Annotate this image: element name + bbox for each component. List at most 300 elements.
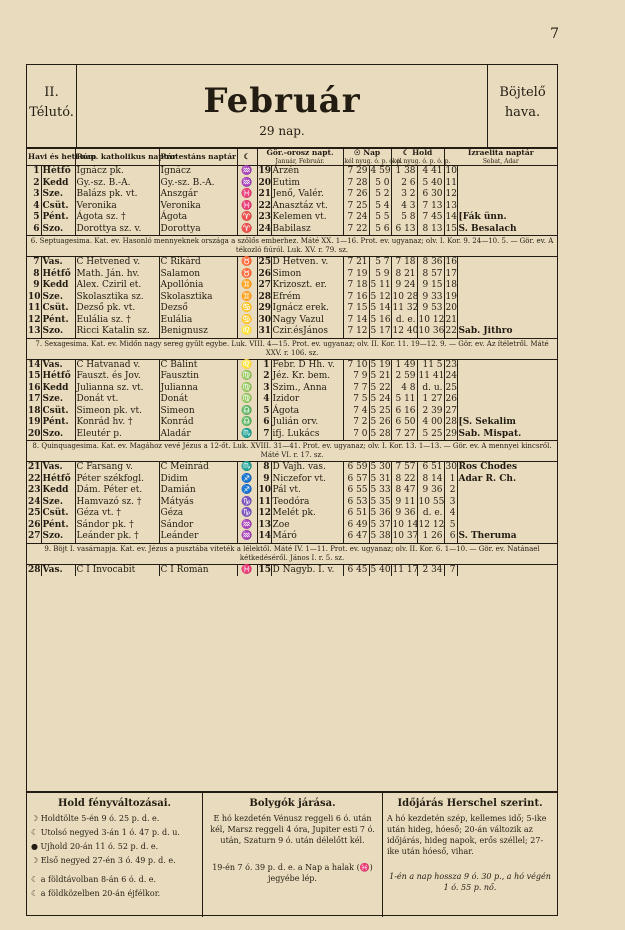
jewish-note: Sab. Mispat. (458, 428, 522, 439)
sunrise: 7 24 (343, 212, 369, 224)
day-row (27, 485, 557, 497)
jewish-note (457, 201, 557, 213)
moon-apsis-line: ☾ a földközelben 20-án éjfélkor. (31, 889, 161, 898)
moonrise: 10 14 (392, 519, 419, 530)
orthodox-day: 8 (257, 462, 271, 474)
month-title: Február (203, 81, 361, 121)
jewish-day: 2 (444, 485, 457, 497)
jewish-day: 5 (444, 520, 457, 532)
protestant-name: Salamon (159, 269, 237, 281)
orthodox-name: ifj. Lukács (271, 429, 343, 441)
moon-phases-title: Hold fényváltozásai. (57, 798, 172, 809)
day-row (27, 520, 557, 532)
jewish-day: 18 (445, 280, 457, 291)
weekday: Sze. (41, 189, 75, 201)
protestant-name: Apollónia (159, 280, 237, 292)
sunset: 5 2 (369, 189, 391, 201)
orthodox-name: D Hetven. v. (271, 257, 343, 269)
moonset: 8 36 (417, 257, 444, 269)
catholic-name: Sándor pk. † (75, 520, 159, 532)
month-header (27, 65, 557, 149)
jewish-day: 30 (445, 462, 457, 473)
day-row (27, 280, 557, 292)
weekday: Szo. (41, 429, 75, 441)
planets-text: E hó kezdetén Vénusz reggeli 6 ó. után kél, Marsz reggeli 4 óra, Jupiter esti 7 ó. után, Szaturn 9 ó. után délelőtt kél. (210, 814, 375, 845)
catholic-name: C Hetvened v. (75, 257, 159, 269)
moonrise: 8 22 (391, 474, 417, 486)
moonrise: 1 49 (391, 359, 417, 371)
day-row (27, 212, 557, 224)
sunset: 5 17 (370, 326, 391, 337)
column-header-row (27, 147, 557, 166)
moonrise: 5 8 (391, 212, 417, 224)
header-jewish: Izraelita naptár Sebat, Adar (444, 147, 557, 166)
day-number: 6 (27, 224, 41, 236)
jewish-day: 6 (444, 531, 457, 543)
jewish-note (457, 269, 557, 281)
moonrise: 6 13 (391, 224, 417, 236)
day-number: 15 (28, 371, 41, 382)
weekday: Szo. (41, 531, 75, 543)
catholic-name: Ignácz pk. (75, 166, 159, 178)
day-number: 26 (28, 519, 41, 530)
header-zodiac: ☾ (237, 147, 257, 166)
jewish-note (457, 359, 557, 371)
day-row (27, 394, 557, 406)
weekday: Kedd (41, 383, 75, 395)
jewish-note (457, 564, 557, 576)
moonrise: 3 2 (391, 189, 417, 201)
sunrise: 7 15 (343, 303, 369, 315)
moonset: 9 33 (417, 292, 444, 304)
day-number: 16 (28, 382, 41, 393)
day-row (27, 224, 557, 236)
zodiac-sign: ♍ (237, 394, 257, 406)
jewish-day: 11 (445, 177, 457, 188)
sunrise: 7 9 (343, 371, 369, 383)
sunset: 5 9 (369, 269, 391, 281)
jewish-note (457, 508, 557, 520)
orthodox-day: 11 (258, 496, 272, 507)
moonrise: 8 47 (391, 485, 417, 497)
jewish-day: 25 (445, 382, 457, 393)
orthodox-day: 23 (258, 212, 272, 223)
catholic-name: Fauszt. és Jov. (75, 371, 159, 383)
day-row (27, 326, 557, 338)
sunset: 5 33 (370, 485, 391, 496)
protestant-name: C Rikárd (159, 257, 237, 269)
weekday: Vas. (41, 257, 75, 269)
weather-title: Időjárás Herschel szerint. (397, 798, 543, 809)
gospel-note: 7. Sexagesima. Kat. ev. Midőn nagy sereg gyűlt egybe. Luk. VIII. 4—15. Prot. ev. ugyanaz; olv. II. Kor. 11. 19—12. 9. — Gör. ev. Az ítéletről. Máté XXV. r. 106. sz. (27, 338, 557, 359)
moonset: 11 5 (417, 359, 444, 371)
weekday: Sze. (41, 497, 75, 509)
day-number: 28 (28, 564, 41, 575)
day-number: 12 (28, 314, 41, 325)
jewish-note: [S. Sekalim (458, 417, 516, 428)
calendar-frame (26, 64, 558, 916)
moonset: 10 36 (418, 326, 445, 337)
zodiac-sign: ♊ (237, 292, 257, 304)
orthodox-day: 4 (257, 394, 271, 406)
sunset: 5 4 (369, 201, 391, 213)
day-number: 19 (28, 417, 41, 428)
jewish-day: 7 (444, 564, 457, 576)
sunset: 5 30 (370, 462, 391, 473)
orthodox-name: Jéz. Kr. bem. (271, 371, 343, 383)
day-row (27, 178, 557, 190)
catholic-name: Eulália sz. † (75, 315, 159, 327)
sunset: 5 31 (370, 473, 391, 484)
sunrise: 6 53 (343, 497, 369, 509)
weekday: Sze. (41, 292, 75, 304)
jewish-day: 1 (444, 474, 457, 486)
sunset: 5 11 (370, 280, 391, 291)
catholic-name: Géza vt. † (75, 508, 159, 520)
moonrise: 12 40 (392, 326, 419, 337)
sunset: 5 6 (369, 224, 391, 236)
weekday: Vas. (41, 462, 75, 474)
moonrise: 11 17 (392, 564, 419, 575)
moonset: 9 15 (417, 280, 444, 292)
jewish-day: 10 (445, 166, 457, 177)
orthodox-name: Niczefor vt. (271, 474, 343, 486)
weekday: Kedd (41, 280, 75, 292)
jewish-day: 21 (445, 314, 457, 325)
orthodox-name: Julián orv. (271, 417, 343, 429)
moonrise: 10 28 (392, 291, 419, 302)
orthodox-name: Máró (271, 531, 343, 543)
day-number: 14 (28, 359, 41, 370)
protestant-name: Ágota (159, 212, 237, 224)
catholic-name: Alex. Cziril et. (75, 280, 159, 292)
jewish-note: S. Besalach (458, 223, 517, 234)
moonrise: 1 38 (391, 166, 417, 178)
header-protestant: Protestáns naptár (159, 147, 237, 166)
day-row (27, 303, 557, 315)
orthodox-day: 12 (258, 508, 272, 519)
sunrise: 7 4 (343, 406, 369, 418)
moonrise: 7 27 (391, 429, 417, 441)
jewish-note (457, 303, 557, 315)
planets-panel (203, 793, 383, 917)
planets-title: Bolygók járása. (249, 798, 336, 809)
catholic-name: Ricci Katalin sz. (75, 326, 159, 338)
orthodox-name: Nagy Vazul (271, 315, 343, 327)
orthodox-name: Febr. D Hh. v. (271, 359, 343, 371)
moonrise: 2 59 (391, 371, 417, 383)
jewish-note: Sab. Jithro (458, 326, 513, 337)
header-day: Havi és heti nap (27, 147, 75, 166)
catholic-name: Eleutér p. (75, 429, 159, 441)
moonset: 8 57 (417, 269, 444, 281)
moonrise: 4 3 (391, 201, 417, 213)
orthodox-name: Ágota (271, 406, 343, 418)
day-number: 25 (28, 508, 41, 519)
orthodox-day: 31 (258, 326, 272, 337)
roman-month: II. (44, 85, 59, 100)
zodiac-sign: ♋ (237, 315, 257, 327)
day-number: 4 (27, 201, 41, 213)
orthodox-day: 24 (258, 223, 272, 234)
day-number: 17 (28, 394, 41, 405)
moonset: 9 53 (417, 303, 444, 315)
orthodox-day: 13 (258, 519, 272, 530)
day-number: 24 (28, 496, 41, 507)
sunset: 5 16 (370, 314, 391, 325)
sunrise: 6 47 (343, 531, 369, 543)
jewish-day: 28 (445, 417, 457, 428)
day-number: 18 (28, 405, 41, 416)
sunset: 5 40 (370, 564, 391, 575)
catholic-name: Leánder pk. † (75, 531, 159, 543)
protestant-name: Didim (159, 474, 237, 486)
protestant-name: Benignusz (159, 326, 237, 338)
orthodox-name: Zoe (271, 520, 343, 532)
zodiac-sign: ♌ (237, 326, 257, 338)
gospel-note-row (27, 236, 557, 257)
day-row (27, 564, 557, 576)
sunrise: 7 16 (343, 292, 369, 304)
moonrise: 9 11 (391, 497, 417, 509)
orthodox-day: 14 (258, 531, 272, 542)
sunset: 5 19 (370, 359, 391, 370)
header-right (487, 65, 557, 147)
orthodox-name: Szim., Anna (271, 383, 343, 395)
sunset: 5 37 (370, 519, 391, 530)
weekday: Csüt. (41, 406, 75, 418)
day-number: 13 (28, 326, 41, 337)
day-row (27, 189, 557, 201)
zodiac-sign: ♎ (237, 417, 257, 429)
catholic-name: Gy.-sz. B.-A. (75, 178, 159, 190)
weekday: Pént. (41, 315, 75, 327)
moon-phase-line: ☾ Utolsó negyed 3-án 1 ó. 47 p. d. u. (31, 828, 180, 837)
jewish-note (457, 520, 557, 532)
orthodox-day: 30 (258, 314, 272, 325)
protestant-name: Julianna (159, 383, 237, 395)
jewish-note (457, 166, 557, 178)
catholic-name: Dorottya sz. v. (75, 224, 159, 236)
moonset: 7 45 (417, 212, 444, 224)
weekday: Pént. (41, 520, 75, 532)
day-row (27, 257, 557, 269)
sunset: 5 28 (370, 428, 391, 439)
weekday: Hétfő (41, 269, 75, 281)
jewish-day: 15 (445, 223, 457, 234)
catholic-name: Hamvazó sz. † (75, 497, 159, 509)
zodiac-sign: ♉ (237, 257, 257, 269)
jewish-note: [Fák ünn. (458, 212, 507, 223)
sunrise: 7 22 (343, 224, 369, 236)
orthodox-day: 7 (257, 429, 271, 441)
header-moon: ☾ Hold kél nyug. ó. p. ó. p. (392, 148, 451, 165)
orthodox-name: Kelemen vt. (271, 212, 343, 224)
jewish-note (457, 383, 557, 395)
catholic-name: C I Invocabit (75, 564, 159, 576)
orthodox-day: 2 (257, 371, 271, 383)
protestant-name: Damián (159, 485, 237, 497)
zodiac-sign: ♍ (237, 383, 257, 395)
moonset: d. e. (417, 508, 444, 520)
protestant-name: Leánder (159, 531, 237, 543)
catholic-name: Dám. Péter et. (75, 485, 159, 497)
jewish-note (457, 497, 557, 509)
zodiac-sign: ♋ (237, 303, 257, 315)
zodiac-sign: ♑ (237, 497, 257, 509)
moonrise: 10 37 (392, 531, 419, 542)
moonset: 12 12 (418, 519, 445, 530)
moonset: 9 36 (417, 485, 444, 497)
sunrise: 7 25 (343, 201, 369, 213)
weekday: Vas. (41, 359, 75, 371)
moonset: 7 13 (417, 201, 444, 213)
old-month-name: Télutó. (29, 105, 74, 120)
zodiac-sign: ♓ (237, 201, 257, 213)
day-row (27, 315, 557, 327)
orthodox-day: 19 (258, 166, 272, 177)
protestant-name: Veronika (159, 201, 237, 213)
day-row (27, 474, 557, 486)
protestant-name: C Bálint (159, 359, 237, 371)
weekday: Csüt. (41, 508, 75, 520)
jewish-note (457, 406, 557, 418)
zodiac-sign: ♒ (237, 166, 257, 178)
catholic-name: Julianna sz. vt. (75, 383, 159, 395)
day-row (27, 269, 557, 281)
day-row (27, 417, 557, 429)
jewish-note: S. Theruma (458, 531, 517, 542)
orthodox-day: 21 (258, 189, 272, 200)
calendar-table (27, 147, 557, 576)
protestant-name: C Meinrád (159, 462, 237, 474)
day-number: 23 (28, 485, 41, 496)
jewish-day: 23 (445, 359, 457, 370)
day-row (27, 462, 557, 474)
catholic-name: Ágota sz. † (75, 212, 159, 224)
sunrise: 7 0 (343, 429, 369, 441)
orthodox-day: 5 (257, 406, 271, 418)
moonrise: 7 18 (391, 257, 417, 269)
jewish-day: 22 (445, 326, 457, 337)
protestant-name: Sándor (159, 520, 237, 532)
sunset: 5 5 (369, 212, 391, 224)
catholic-name: Simeon pk. vt. (75, 406, 159, 418)
sunrise: 7 28 (343, 178, 369, 190)
alt-month-bottom: hava. (504, 105, 541, 120)
sunset: 5 14 (370, 303, 391, 314)
jewish-day: 4 (444, 508, 457, 520)
catholic-name: Skolasztika sz. (75, 292, 159, 304)
protestant-name: Simeon (159, 406, 237, 418)
moonset: 1 26 (417, 531, 444, 543)
moonrise: 6 50 (391, 417, 417, 429)
day-row (27, 531, 557, 543)
moonset: 10 12 (418, 314, 445, 325)
orthodox-name: Krizoszt. er. (271, 280, 343, 292)
moonrise: 9 24 (391, 280, 417, 292)
orthodox-day: 20 (258, 177, 272, 188)
weekday: Kedd (41, 178, 75, 190)
day-number: 1 (27, 166, 41, 178)
day-row (27, 201, 557, 213)
sunrise: 6 59 (343, 462, 369, 474)
moon-phase-line: ☽ Holdtölte 5-én 9 ó. 25 p. d. e. (31, 814, 160, 823)
gospel-note-row (27, 441, 557, 462)
orthodox-name: Eutim (271, 178, 343, 190)
weekday: Csüt. (41, 201, 75, 213)
header-catholic: Róm. katholikus naptár (75, 147, 159, 166)
orthodox-day: 25 (258, 257, 272, 268)
orthodox-name: Babilasz (271, 224, 343, 236)
jewish-day: 16 (445, 257, 457, 268)
protestant-name: Skolasztika (159, 292, 237, 304)
sunrise: 6 55 (343, 485, 369, 497)
moonrise: 5 11 (391, 394, 417, 406)
orthodox-day: 15 (258, 564, 272, 575)
sunset: 5 12 (370, 291, 391, 302)
month-days: 29 nap. (259, 124, 305, 138)
day-number: 7 (27, 257, 41, 269)
orthodox-day: 10 (258, 485, 272, 496)
moonrise: 6 16 (391, 406, 417, 418)
day-number: 11 (28, 303, 41, 314)
jewish-note: Ros Chodes (457, 462, 557, 474)
orthodox-name: Simon (271, 269, 343, 281)
moonset: d. u. (417, 383, 444, 395)
moonrise: 7 57 (391, 462, 417, 474)
sun-sign-text: 19-én 7 ó. 39 p. d. e. a Nap a halak (♓) jegyébe lép. (212, 863, 373, 883)
sunset: 5 0 (369, 178, 391, 190)
moonset: 8 14 (417, 474, 444, 486)
gospel-note-row (27, 338, 557, 359)
sunset: 5 7 (369, 257, 391, 269)
jewish-note (457, 292, 557, 304)
jewish-note (457, 257, 557, 269)
zodiac-sign: ♈ (237, 212, 257, 224)
day-row (27, 166, 557, 178)
orthodox-day: 22 (258, 200, 272, 211)
moonrise: 9 36 (391, 508, 417, 520)
protestant-name: Konrád (159, 417, 237, 429)
weekday: Hétfő (41, 166, 75, 178)
protestant-name: Fausztin (159, 371, 237, 383)
day-row (27, 292, 557, 304)
protestant-name: Anszgár (159, 189, 237, 201)
zodiac-sign: ♒ (237, 531, 257, 543)
jewish-day: 27 (445, 405, 457, 416)
weekday: Vas. (41, 564, 75, 576)
orthodox-day: 3 (257, 383, 271, 395)
jewish-note (457, 394, 557, 406)
jewish-note (457, 485, 557, 497)
moonset: 2 39 (417, 406, 444, 418)
jewish-day: 20 (445, 303, 457, 314)
moon-apsis-line: ☾ a földtávolban 8-án 6 ó. d. e. (31, 875, 157, 884)
orthodox-name: Arzén (271, 166, 343, 178)
weekday: Sze. (41, 394, 75, 406)
zodiac-sign: ♍ (237, 371, 257, 383)
protestant-name: Eulália (159, 315, 237, 327)
zodiac-sign: ♏ (237, 462, 257, 474)
orthodox-day: 9 (257, 474, 271, 486)
jewish-day: 17 (445, 268, 457, 279)
orthodox-name: Anasztáz vt. (271, 201, 343, 213)
jewish-day: 14 (445, 212, 457, 223)
zodiac-sign: ♓ (237, 564, 257, 576)
sunset: 5 26 (370, 417, 391, 428)
jewish-note: Adar R. Ch. (458, 473, 517, 484)
